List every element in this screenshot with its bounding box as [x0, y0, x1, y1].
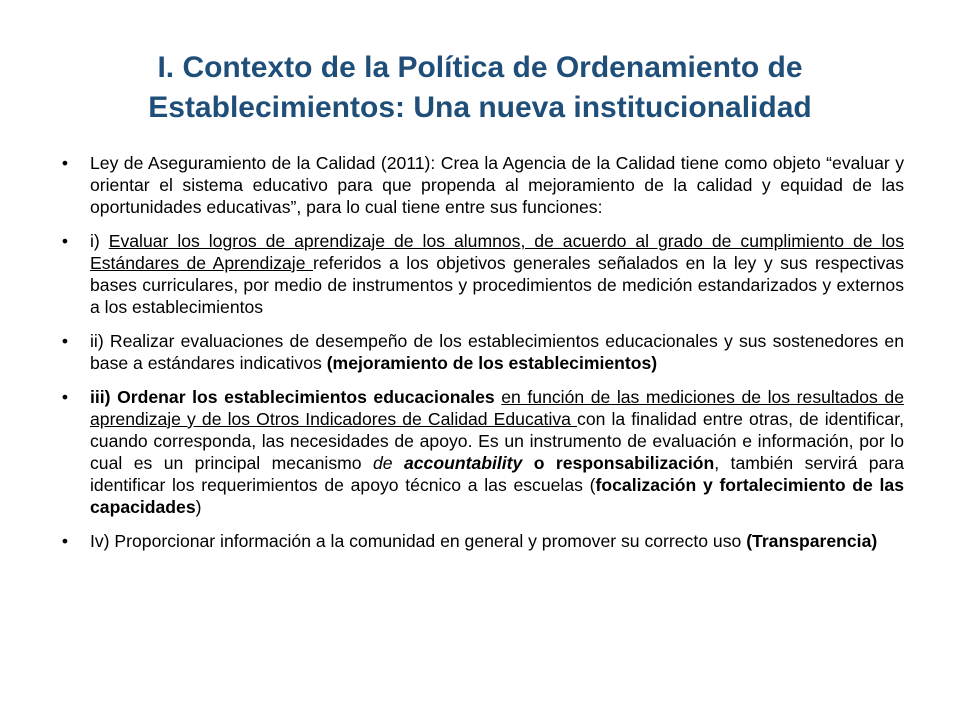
item-rest-2: , también servirá para identificar los requerimientos de apoyo técnico a las escuelas ( [90, 453, 904, 495]
item-prefix: i) [90, 231, 109, 251]
bullet-item-iv [58, 530, 904, 552]
title-line-2: Establecimientos: Una nueva institucionalidad [148, 91, 812, 124]
bullet-icon: • [61, 231, 69, 251]
item-underlined: en función de las mediciones de los resultados de aprendizaje y de los Otros Indicadores de Calidad Educativa [90, 387, 904, 429]
item-bold: (Transparencia) [746, 531, 878, 551]
item-rest-3: ) [195, 497, 202, 517]
bullet-item-i [58, 230, 904, 318]
item-bold: iii) Ordenar los establecimientos educacionales [90, 387, 495, 407]
item-text: ii) Realizar evaluaciones de desempeño de los establecimientos educacionales y sus sostenedores en base a estándares indicativos [90, 331, 904, 373]
item-bold: (mejoramiento de los establecimientos) [326, 353, 658, 373]
item-rest: referidos a los objetivos generales señalados en la ley y sus respectivas bases curriculares, por medio de instrumentos y procedimientos de medición estandarizados y externos a los establecimientos [90, 253, 904, 317]
slide-title [60, 48, 900, 128]
bullet-icon: • [61, 387, 69, 407]
item-italic: de [372, 453, 404, 473]
bullet-icon: • [61, 331, 69, 351]
item-bold-italic: accountability [403, 453, 523, 473]
bullet-icon: • [61, 531, 69, 551]
item-text: Ley de Aseguramiento de la Calidad (2011): Crea la Agencia de la Calidad tiene como objeto “evaluar y orientar el sistema educativo para que propenda al mejoramiento de la calidad y equidad de las oportunidades educativas”, para lo cual tiene entre sus funciones: [90, 153, 904, 217]
bullet-icon: • [61, 153, 69, 173]
item-bold-2: o responsabilización [522, 453, 715, 473]
item-rest-1: con la finalidad entre otras, de identificar, cuando corresponda, las necesidades de apoyo. Es un instrumento de evaluación e información, por lo cual es un principal mecanismo [90, 409, 904, 473]
bullet-item-iii [58, 386, 904, 518]
bullet-item-ley [58, 152, 904, 218]
bullet-list [58, 152, 904, 564]
item-bold-3: focalización y fortalecimiento de las capacidades [90, 475, 905, 517]
item-underlined: Evaluar los logros de aprendizaje de los alumnos, de acuerdo al grado de cumplimiento de los Estándares de Aprendizaje [90, 231, 904, 273]
title-line-1: I. Contexto de la Política de Ordenamiento de [157, 51, 803, 84]
item-text: Iv) Proporcionar información a la comunidad en general y promover su correcto uso [90, 531, 747, 551]
bullet-item-ii [58, 330, 904, 374]
